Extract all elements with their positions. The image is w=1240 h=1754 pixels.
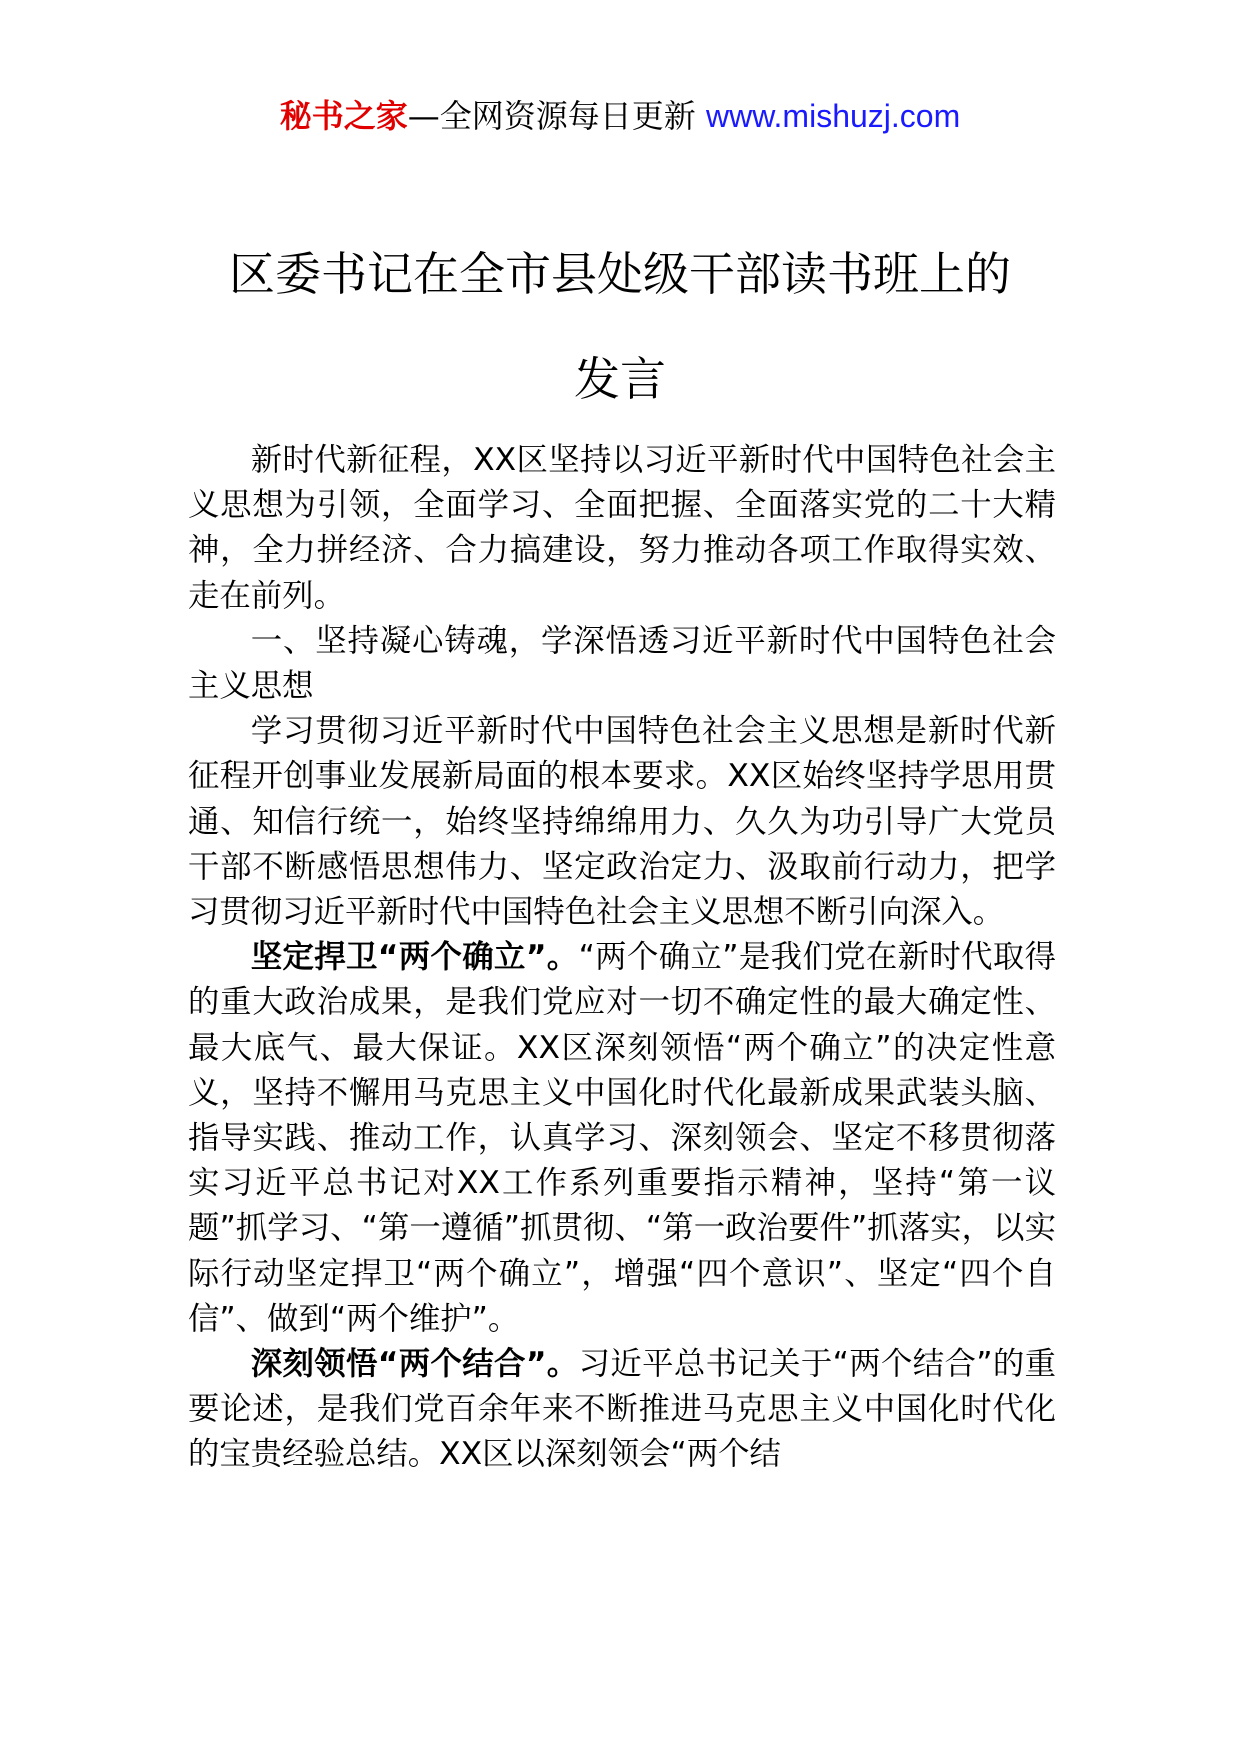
paragraph-3-text: “两个确立”是我们党在新时代取得的重大政治成果，是我们党应对一切不确定性的最大确定性、最大底气、最大保证。XX区深刻领悟“两个确立”的决定性意义，坚持不懈用马克思主义中国化时代化最新成果武装头脑、指导实践、推动工作，认真学习、深刻领会、坚定不移贯彻落实习近平总书记对XX工作系列重要指示精神，坚持“第一议题”抓学习、“第一遵循”抓贯彻、“第一政治要件”抓落实，以实际行动坚定捍卫“两个确立”，增强“四个意识”、坚定“四个自信”、做到“两个维护”。 bbox=[188, 939, 1056, 1337]
document-body bbox=[188, 438, 1056, 1478]
paragraph-2: 学习贯彻习近平新时代中国特色社会主义思想是新时代新征程开创事业发展新局面的根本要求。XX区始终坚持学思用贯通、知信行统一，始终坚持绵绵用力、久久为功引导广大党员干部不断感悟思想伟力、坚定政治定力、汲取前行动力，把学习贯彻习近平新时代中国特色社会主义思想不断引向深入。 bbox=[188, 713, 1056, 931]
document-title bbox=[0, 222, 1240, 432]
document-title-line-1: 区委书记在全市县处级干部读书班上的 bbox=[229, 247, 1011, 301]
site-brand: 秘书之家 bbox=[279, 97, 408, 135]
paragraph-4 bbox=[188, 1342, 1056, 1478]
site-url-link[interactable]: www.mishuzj.com bbox=[705, 98, 961, 134]
site-header bbox=[0, 92, 1240, 140]
document-title-line-2: 发言 bbox=[574, 352, 666, 406]
site-tagline: —全网资源每日更新 bbox=[407, 97, 706, 135]
paragraph-4-text: 习近平总书记关于“两个结合”的重要论述，是我们党百余年来不断推进马克思主义中国化时代化的宝贵经验总结。XX区以深刻领会“两个结 bbox=[188, 1346, 1056, 1473]
paragraph-3-lead: 坚定捍卫“两个确立”。 bbox=[250, 939, 579, 976]
section-heading-1: 一、坚持凝心铸魂，学深悟透习近平新时代中国特色社会主义思想 bbox=[188, 622, 1056, 705]
paragraph-4-lead: 深刻领悟“两个结合”。 bbox=[250, 1346, 579, 1383]
paragraph-3 bbox=[188, 935, 1056, 1342]
paragraph-intro: 新时代新征程，XX区坚持以习近平新时代中国特色社会主义思想为引领，全面学习、全面把握、全面落实党的二十大精神，全力拼经济、合力搞建设，努力推动各项工作取得实效、走在前列。 bbox=[188, 442, 1056, 614]
